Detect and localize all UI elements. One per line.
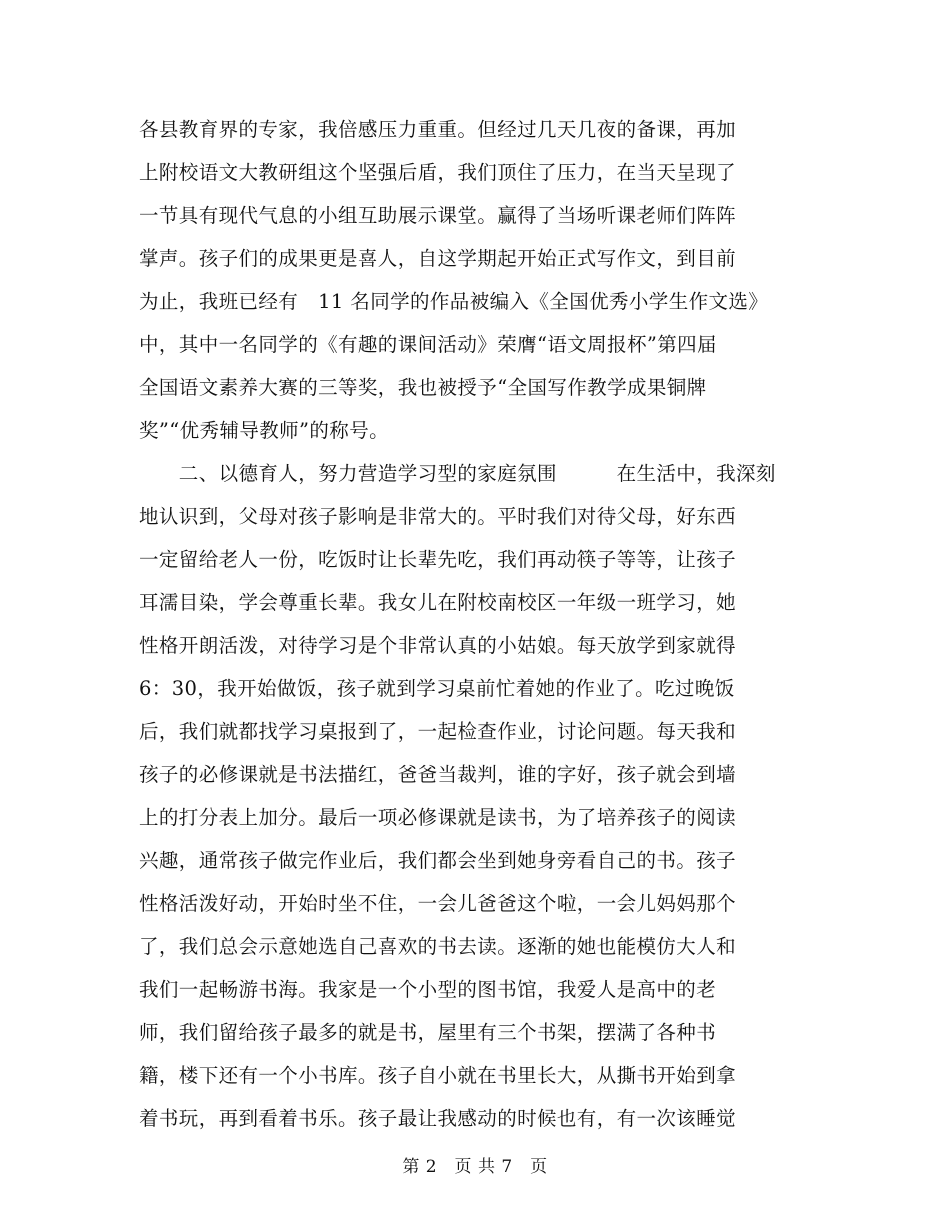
text-line: 后，我们就都找学习桌报到了，一起检查作业，讨论问题。每天我和 (139, 720, 737, 743)
text-line: 一定留给老人一份，吃饭时让长辈先吃，我们再动筷子等等，让孩子 (139, 548, 737, 571)
text-line: 我们一起畅游书海。我家是一个小型的图书馆，我爱人是高中的老 (139, 978, 717, 1001)
text-line: 全国语文素养大赛的三等奖，我也被授予“全国写作教学成果铜牌 (139, 376, 707, 399)
text-line: 各县教育界的专家，我倍感压力重重。但经过几天几夜的备课，再加 (139, 118, 737, 141)
text-line: 掌声。孩子们的成果更是喜人，自这学期起开始正式写作文，到目前 (139, 247, 737, 270)
text-line: 上附校语文大教研组这个坚强后盾，我们顶住了压力，在当天呈现了 (139, 161, 737, 184)
text-line: 兴趣，通常孩子做完作业后，我们都会坐到她身旁看自己的书。孩子 (139, 849, 737, 872)
text-line: 上的打分表上加分。最后一项必修课就是读书，为了培养孩子的阅读 (139, 806, 737, 829)
text-line: 耳濡目染，学会尊重长辈。我女儿在附校南校区一年级一班学习，她 (139, 591, 737, 614)
text-line: 着书玩，再到看着书乐。孩子最让我感动的时候也有，有一次该睡觉 (139, 1107, 737, 1130)
text-line: 中，其中一名同学的《有趣的课间活动》荣膺“语文周报杯”第四届 (139, 333, 717, 356)
text-line: 6：30，我开始做饭，孩子就到学习桌前忙着她的作业了。吃过晚饭 (139, 677, 735, 700)
text-line: 性格活泼好动，开始时坐不住，一会儿爸爸这个啦，一会儿妈妈那个 (139, 892, 737, 915)
text-line: 孩子的必修课就是书法描红，爸爸当裁判，谁的字好，孩子就会到墙 (139, 763, 737, 786)
text-line: 地认识到，父母对孩子影响是非常大的。平时我们对待父母，好东西 (139, 505, 737, 528)
page-footer: 第 2 页 共 7 页 (402, 1157, 548, 1177)
text-line: 性格开朗活泼，对待学习是个非常认真的小姑娘。每天放学到家就得 (139, 634, 737, 657)
text-line: 了，我们总会示意她选自己喜欢的书去读。逐渐的她也能模仿大人和 (139, 935, 737, 958)
text-line: 籍，楼下还有一个小书库。孩子自小就在书里长大，从撕书开始到拿 (139, 1064, 737, 1087)
text-line: 师，我们留给孩子最多的就是书，屋里有三个书架，摆满了各种书 (139, 1021, 717, 1044)
text-line: 二、以德育人，努力营造学习型的家庭氛围 在生活中，我深刻 (139, 462, 776, 485)
text-line: 奖”“优秀辅导教师”的称号。 (139, 419, 390, 442)
text-line: 为止，我班已经有 11 名同学的作品被编入《全国优秀小学生作文选》 (139, 290, 769, 313)
text-line: 一节具有现代气息的小组互助展示课堂。赢得了当场听课老师们阵阵 (139, 204, 737, 227)
